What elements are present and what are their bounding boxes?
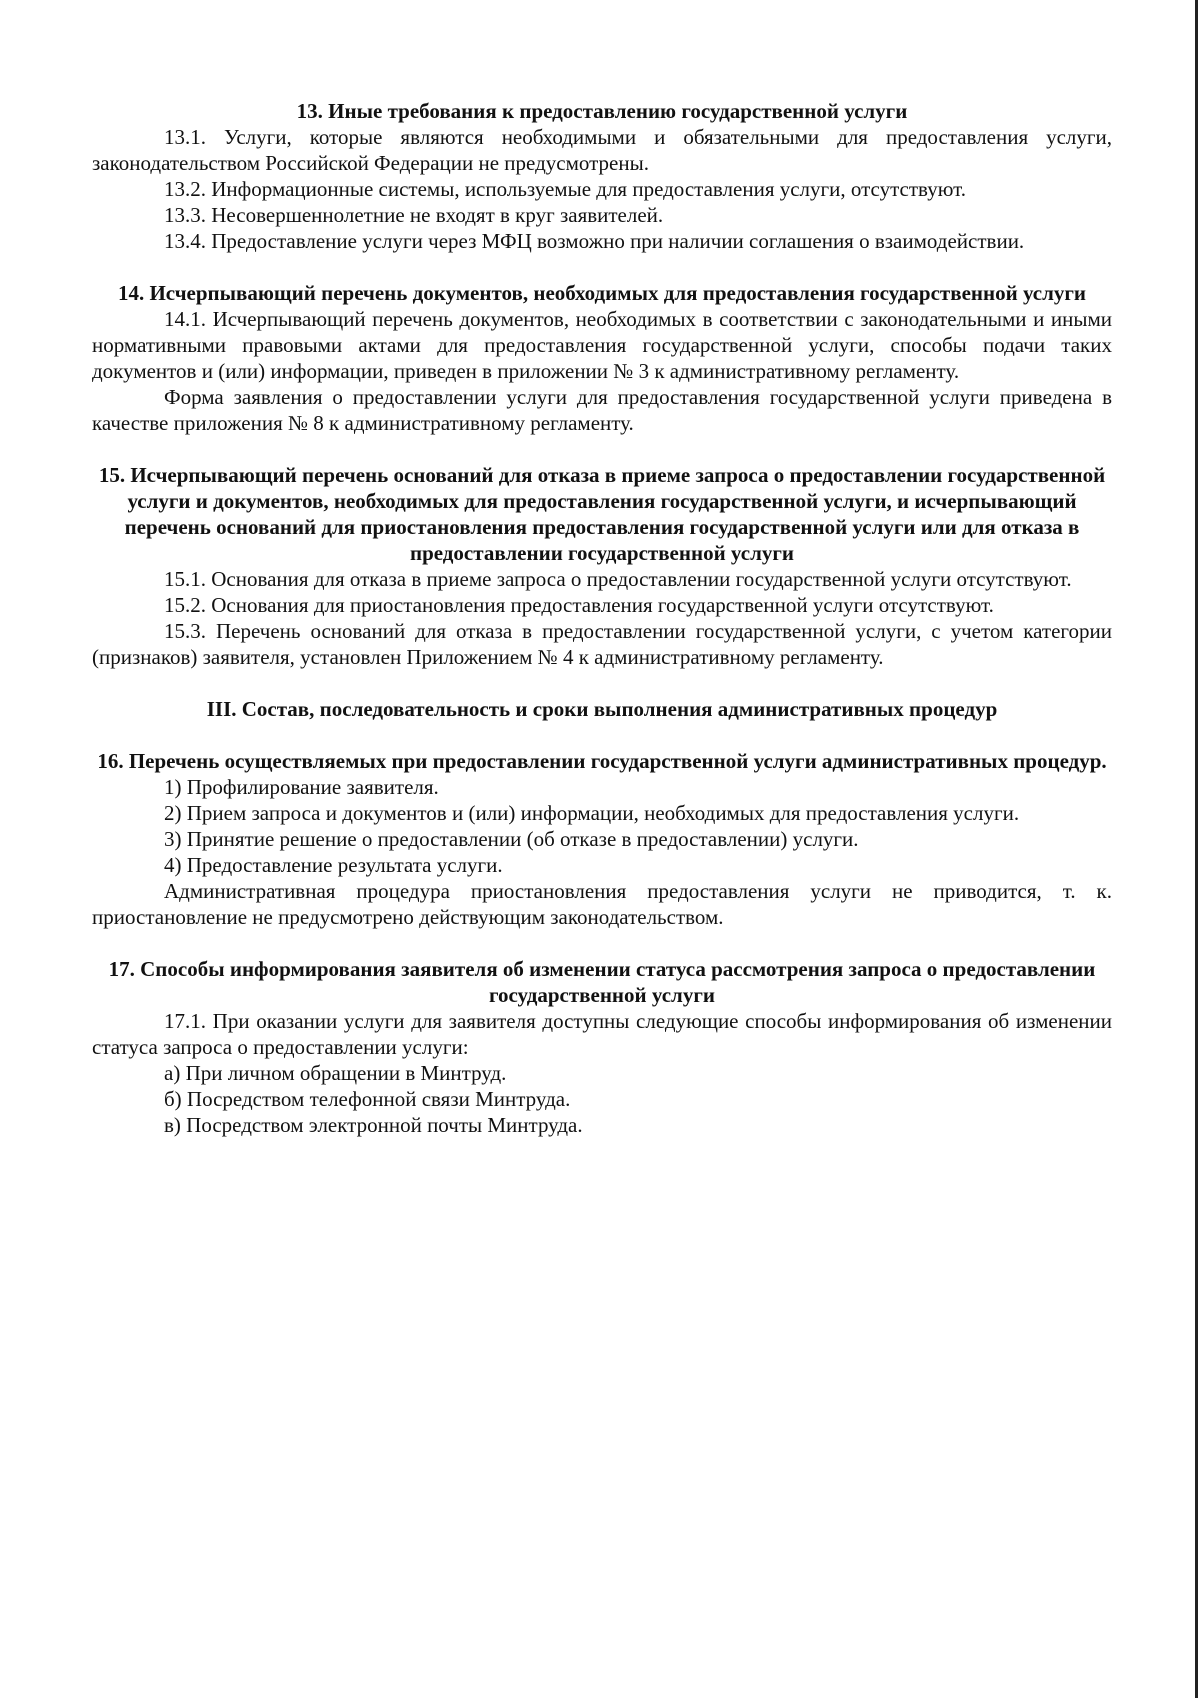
info-method-item: б) Посредством телефонной связи Минтруда. xyxy=(164,1087,571,1111)
procedure-item: 2) Прием запроса и документов и (или) информации, необходимых для предоставления услуги. xyxy=(164,801,1020,825)
section-13-3: 13.3. Несовершеннолетние не входят в круг заявителей. xyxy=(164,203,664,227)
info-method-item: в) Посредством электронной почты Минтруда. xyxy=(164,1113,583,1137)
info-method-item: а) При личном обращении в Минтруд. xyxy=(164,1061,507,1085)
section-15-3: 15.3. Перечень оснований для отказа в предоставлении государственной услуги, с учетом категории (признаков) заявителя, установлен Приложением № 4 к административному регламенту. xyxy=(92,619,1112,669)
section-15-2: 15.2. Основания для приостановления предоставления государственной услуги отсутствуют. xyxy=(164,593,994,617)
procedure-item: 3) Принятие решение о предоставлении (об отказе в предоставлении) услуги. xyxy=(164,827,859,851)
procedure-item: 1) Профилирование заявителя. xyxy=(164,775,439,799)
procedure-item: 4) Предоставление результата услуги. xyxy=(164,853,503,877)
section-15-1: 15.1. Основания для отказа в приеме запроса о предоставлении государственной услуги отсутствуют. xyxy=(164,567,1072,591)
scan-edge-line xyxy=(1195,0,1198,1698)
section-17-1: 17.1. При оказании услуги для заявителя доступны следующие способы информирования об изменении статуса запроса о предоставлении услуги: xyxy=(92,1009,1112,1059)
section-15-heading: 15. Исчерпывающий перечень оснований для отказа в приеме запроса о предоставлении государственной услуги и документов, необходимых для предоставления государственной услуги, и исчерпывающий перечень оснований для приостановления предоставления государственной услуги или для отказа в предоставлении государственной услуги xyxy=(98,463,1106,565)
section-13-4: 13.4. Предоставление услуги через МФЦ возможно при наличии соглашения о взаимодействии. xyxy=(164,229,1025,253)
part-3-heading: III. Состав, последовательность и сроки выполнения административных процедур xyxy=(206,697,998,721)
section-13-2: 13.2. Информационные системы, используемые для предоставления услуги, отсутствуют. xyxy=(164,177,966,201)
section-16-suspension-note: Административная процедура приостановления предоставления услуги не приводится, т. к. приостановление не предусмотрено действующим законодательством. xyxy=(92,879,1112,929)
section-13-heading: 13. Иные требования к предоставлению государственной услуги xyxy=(296,99,908,123)
section-17-heading: 17. Способы информирования заявителя об изменении статуса рассмотрения запроса о предоставлении государственной услуги xyxy=(108,957,1096,1007)
section-16-heading: 16. Перечень осуществляемых при предоставлении государственной услуги административных процедур. xyxy=(97,749,1107,773)
section-14-1: 14.1. Исчерпывающий перечень документов, необходимых в соответствии с законодательными и иными нормативными правовыми актами для предоставления государственной услуги, способы подачи таких документов и (или) информации, приведен в приложении № 3 к административному регламенту. xyxy=(92,307,1112,383)
document-body xyxy=(92,98,1112,1138)
section-13-1: 13.1. Услуги, которые являются необходимыми и обязательными для предоставления услуги, законодательством Российской Федерации не предусмотрены. xyxy=(92,125,1112,175)
section-14-heading: 14. Исчерпывающий перечень документов, необходимых для предоставления государственной услуги xyxy=(117,281,1087,305)
section-14-form-note: Форма заявления о предоставлении услуги для предоставления государственной услуги приведена в качестве приложения № 8 к административному регламенту. xyxy=(92,385,1112,435)
